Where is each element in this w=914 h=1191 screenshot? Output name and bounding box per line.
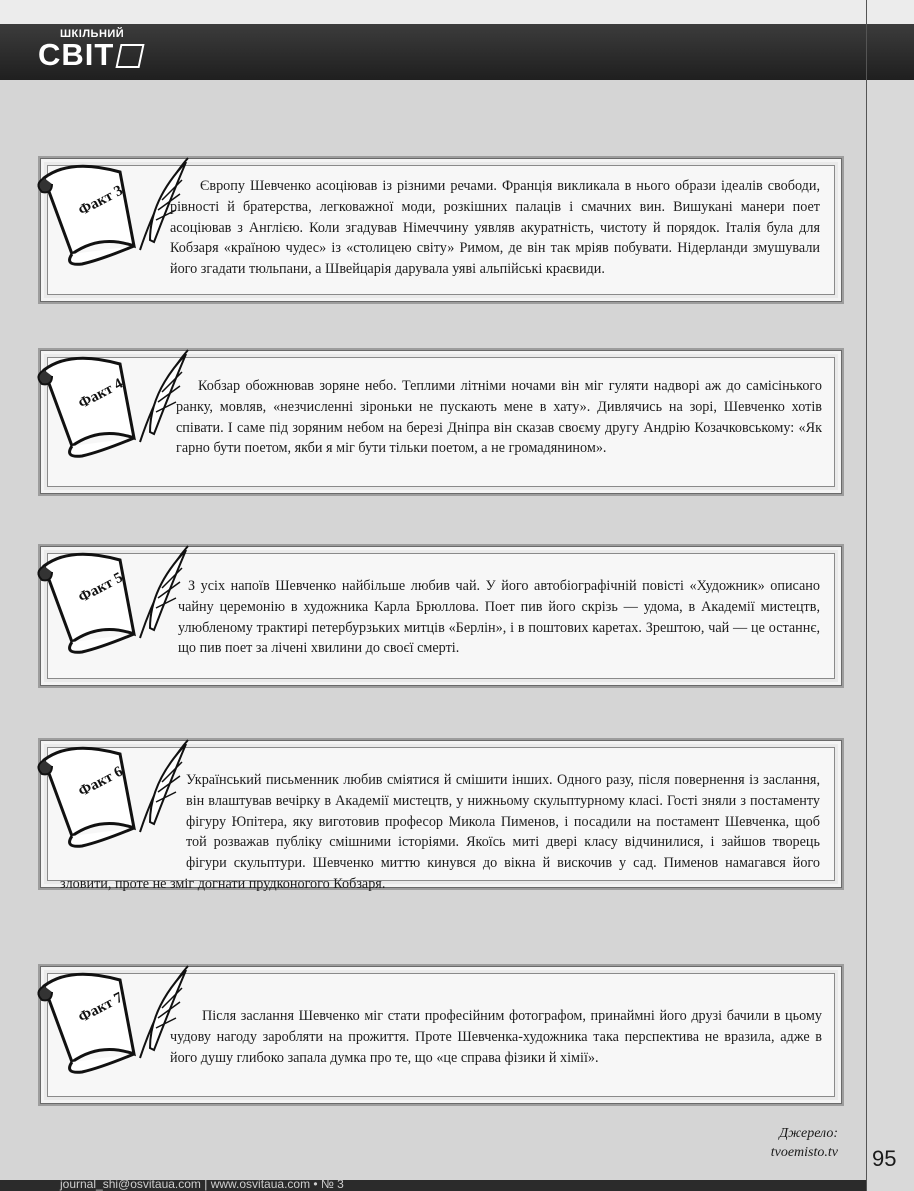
magazine-logo xyxy=(38,28,158,76)
source-site: tvoemisto.tv xyxy=(770,1145,838,1160)
page-number: 95 xyxy=(872,1146,897,1171)
scroll-quill-icon xyxy=(30,958,190,1078)
fact-text-6 xyxy=(60,770,820,895)
fact-text-7: Після заслання Шевченко міг стати професійним фотографом, принаймні його друзі бачили в цьому чудову нагоду заробляти на прожиття. Проте Шевченка-художника така перспектива не вразила, адже в його душу глибоко запала думка про те, що «це справа фізики й хімії». xyxy=(170,1008,822,1066)
logo-big-text: СВІТ xyxy=(38,37,115,72)
fact-text-4: Кобзар обожнював зоряне небо. Теплими літніми ночами він міг гуляти надворі аж до самісінького ранку, мовляв, «незчисленні зіроньки не пускають мене в хату». Дивлячись на зорі, Шевченко хотів співати. І саме під зоряним небом на березі Дніпра він сказав своєму другу Андрію Козачковському: «Як гарно бути поетом, якби я міг бути тільки поетом, а не громадянином». xyxy=(176,378,822,457)
scroll-quill-icon xyxy=(30,150,190,270)
fact-label-4: Факт 4 xyxy=(76,375,126,413)
fact-label-7: Факт 7 xyxy=(76,989,126,1027)
scroll-quill-icon xyxy=(30,342,190,462)
fact-text-5: З усіх напоїв Шевченко найбільше любив чай. У його автобіографічній повісті «Художник» описано чайну церемонію в художника Карла Брюллова. Поет пив його скрізь — удома, в Академії мистецтв, улюбленому трактирі петербурзьких митців «Берлін», і в поштових каретах. Зрештою, чай — це останнє, що пив поет за лічені хвилини до своєї смерті. xyxy=(178,578,820,657)
text-wrap-spacer xyxy=(60,770,186,854)
source-credit xyxy=(690,1124,838,1162)
top-margin xyxy=(0,0,914,24)
fact-label-6: Факт 6 xyxy=(76,763,126,801)
scroll-quill-icon xyxy=(30,538,190,658)
logo-mark-icon xyxy=(115,44,144,68)
logo-small-text: ШКІЛЬНИЙ xyxy=(60,28,125,40)
footer-bar xyxy=(0,1180,866,1191)
fact-text-3: Європу Шевченко асоціював із різними речами. Франція викликала в нього образи ідеалів свободи, рівності й братерства, легковажної моди, розкішних палаців і смачних вин. Вишукані манери поет асоціював з Англією. Коли згадував Німеччину уявляв акуратність, чистоту й порядок. Італія була для Кобзаря «країною чудес» із «столицею світу» Римом, де він так мріяв побувати. Нідерланди змушували його згадати тюльпани, а Швейцарія дарувала уяві альпійські краєвиди. xyxy=(170,178,820,278)
source-label: Джерело: xyxy=(779,1126,838,1141)
fact-label-5: Факт 5 xyxy=(76,569,126,607)
fact-text-6-body: Український письменник любив сміятися й смішити інших. Одного разу, після повернення із заслання, він влаштував вечірку в Академії мистецтв, у нижньому скульптурному класі. Гості зняли з постаменту фігуру Юпітера, яку виготовив професор Микола Пименов, і посадили на постамент Шевченка, щоб той розважав публіку смішними історіями. Якоїсь миті двері класу відчинилися, і зайшов творець фігури скульптури. Шевченко миттю кинувся до вікна й вискочив у сад. Пименов намагався його зловити, проте не зміг догнати прудконогого Кобзаря. xyxy=(60,772,820,892)
page-edge-divider xyxy=(866,0,867,1191)
footer-contact-text: journal_shi@osvitaua.com | www.osvitaua.com • № 3 xyxy=(60,1180,344,1191)
fact-label-3: Факт 3 xyxy=(76,182,126,220)
